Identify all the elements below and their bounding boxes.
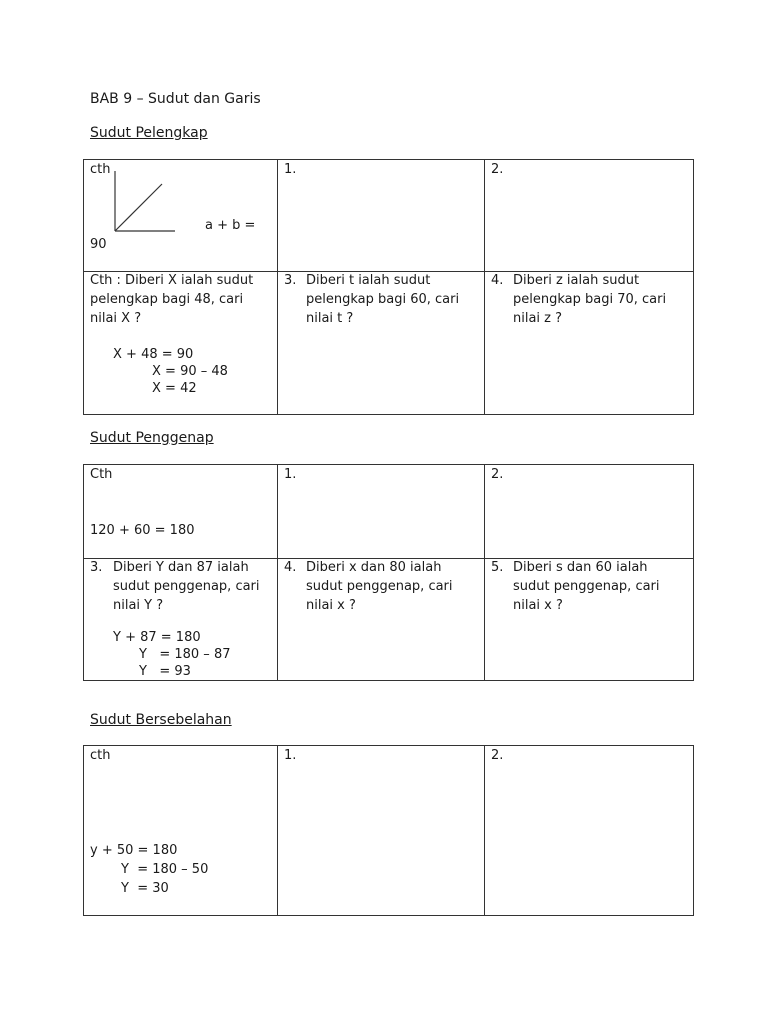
question-number: 1. [284, 467, 297, 482]
section-heading-bersebelahan: Sudut Bersebelahan [90, 712, 232, 728]
question-number: 5. [491, 560, 504, 575]
question-number: 3. [90, 560, 103, 575]
example-question: Cth : Diberi X ialah sudut pelengkap bagi 48, cari nilai X ? [90, 273, 254, 326]
example-label: Cth [90, 467, 113, 482]
question-number: 2. [491, 467, 504, 482]
question-number: 3. [284, 273, 297, 288]
table-col-divider [484, 746, 485, 915]
question-number: 2. [491, 748, 504, 763]
question-number: 1. [284, 748, 297, 763]
question-number: 4. [284, 560, 297, 575]
worked-solution-line: X + 48 = 90 [113, 347, 194, 362]
question-number: 2. [491, 162, 504, 177]
table-col-divider [484, 160, 485, 414]
worked-solution-line: y + 50 = 180 [90, 843, 178, 858]
example-label: cth [90, 748, 111, 763]
table-col-divider [484, 465, 485, 680]
worked-solution-line: Y = 180 – 87 [139, 647, 231, 662]
question-number: 4. [491, 273, 504, 288]
section-heading-penggenap: Sudut Penggenap [90, 430, 214, 446]
example-equation: a + b = [205, 218, 256, 233]
worked-solution-line: Y = 180 – 50 [121, 862, 209, 877]
table-col-divider [277, 465, 278, 680]
example-value: 90 [90, 237, 107, 252]
worked-solution-line: X = 42 [152, 381, 197, 396]
question-number: 1. [284, 162, 297, 177]
worked-solution-line: X = 90 – 48 [152, 364, 228, 379]
complementary-angle-diagram [84, 160, 284, 260]
worked-solution-line: Y + 87 = 180 [113, 630, 201, 645]
section-heading-pelengkap: Sudut Pelengkap [90, 125, 208, 141]
question-text: Diberi Y dan 87 ialah sudut penggenap, cari nilai Y ? [113, 560, 260, 613]
question-text: Diberi z ialah sudut pelengkap bagi 70, cari nilai z ? [513, 273, 667, 326]
table-col-divider [277, 746, 278, 915]
example-equation: 120 + 60 = 180 [90, 523, 195, 538]
example-label: cth [90, 162, 111, 177]
question-text: Diberi t ialah sudut pelengkap bagi 60, cari nilai t ? [306, 273, 460, 326]
page-title: BAB 9 – Sudut dan Garis [90, 91, 261, 107]
table-pelengkap [83, 159, 694, 415]
worked-solution-line: Y = 93 [139, 664, 191, 679]
table-penggenap [83, 464, 694, 681]
question-text: Diberi x dan 80 ialah sudut penggenap, cari nilai x ? [306, 560, 453, 613]
worked-solution-line: Y = 30 [121, 881, 169, 896]
question-text: Diberi s dan 60 ialah sudut penggenap, cari nilai x ? [513, 560, 660, 613]
table-bersebelahan [83, 745, 694, 916]
